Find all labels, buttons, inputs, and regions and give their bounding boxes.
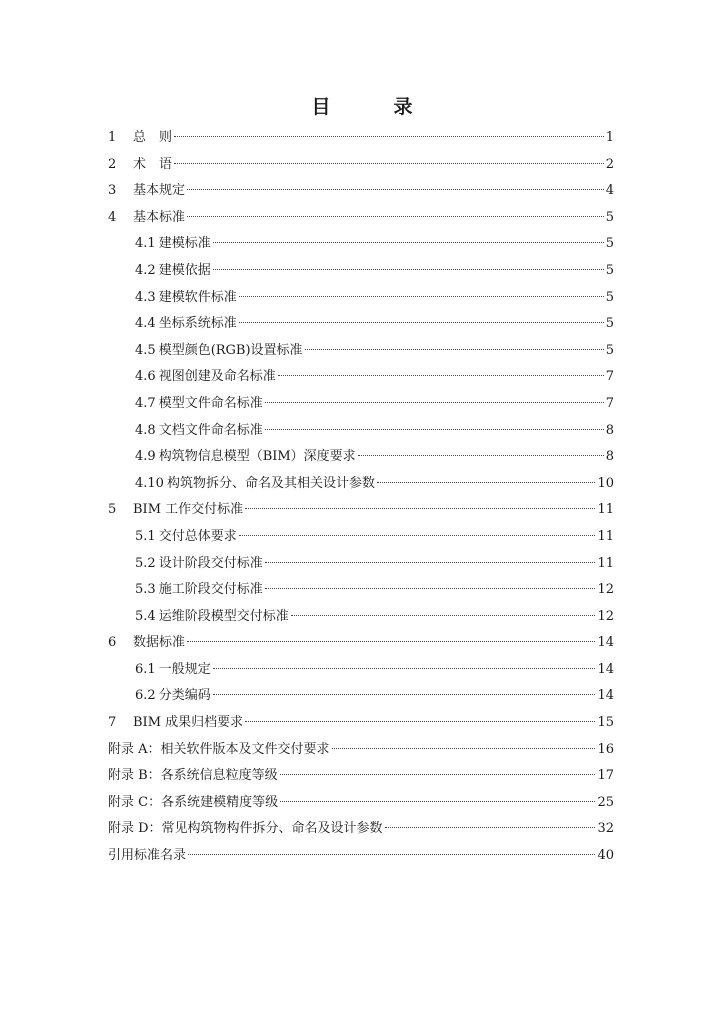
toc-entry-number: 5	[108, 502, 117, 518]
toc-entry-label: 附录 D：常见构筑物构件拆分、命名及设计参数	[108, 821, 383, 837]
toc-entry[interactable]	[108, 364, 614, 391]
toc-entry-page-number: 12	[597, 582, 614, 598]
toc-entry-number: 5.2	[135, 555, 156, 571]
toc-entry-number: 4.4	[135, 316, 156, 332]
toc-entry[interactable]	[108, 391, 614, 418]
toc-entry-page-number: 16	[597, 741, 614, 757]
toc-entry-page-number: 5	[605, 236, 614, 252]
toc-entry[interactable]	[108, 710, 614, 737]
toc-entry-number: 4.8	[135, 422, 156, 438]
toc-entry-label: 附录 C：各系统建模精度等级	[108, 794, 279, 810]
toc-entry-page-number: 1	[605, 130, 614, 145]
toc-entry-label: 交付总体要求	[158, 528, 237, 544]
toc-entry[interactable]	[108, 843, 614, 870]
toc-entry-label: 文档文件命名标准	[158, 422, 263, 438]
toc-entry-page-number: 8	[605, 449, 614, 465]
toc-dot-leader	[213, 269, 604, 270]
toc-dot-leader	[213, 694, 596, 695]
toc-entry-page-number: 10	[597, 475, 614, 491]
toc-entry-number: 6.1	[135, 661, 156, 677]
toc-entry-page-number: 8	[605, 422, 614, 438]
toc-entry-label: 构筑物拆分、命名及其相关设计参数	[166, 475, 375, 491]
toc-entry-page-number: 12	[597, 608, 614, 624]
toc-entry-label: 建模软件标准	[158, 289, 237, 305]
toc-entry-number: 4	[108, 209, 117, 225]
toc-entry-label: 总 则	[133, 130, 173, 145]
toc-entry-label: 基本标准	[133, 209, 186, 225]
toc-entry-number: 6.2	[135, 688, 156, 704]
toc-dot-leader	[187, 189, 604, 190]
toc-entry-number: 5.1	[135, 528, 156, 544]
toc-entry-number: 4.9	[135, 449, 156, 465]
toc-dot-leader	[305, 349, 604, 350]
toc-entry[interactable]	[108, 205, 614, 232]
toc-entry[interactable]	[108, 657, 614, 684]
toc-entry-page-number: 5	[605, 209, 614, 225]
toc-entry-label: 分类编码	[158, 688, 211, 704]
toc-entry-number: 4.7	[135, 395, 156, 411]
toc-dot-leader	[174, 136, 604, 137]
toc-entry-number: 3	[108, 183, 117, 199]
toc-entry-number: 5.4	[135, 608, 156, 624]
toc-entry-page-number: 11	[597, 528, 614, 544]
toc-entry[interactable]	[108, 178, 614, 205]
toc-entry-page-number: 32	[597, 821, 614, 837]
toc-entry-label: 设计阶段交付标准	[158, 555, 263, 571]
toc-entry[interactable]	[108, 551, 614, 578]
toc-entry-label: 视图创建及命名标准	[158, 369, 276, 385]
toc-entry-number: 6	[108, 635, 117, 651]
toc-entry-label: 引用标准名录	[108, 848, 187, 864]
toc-entry-label: 模型文件命名标准	[158, 395, 263, 411]
toc-entry-label: 模型颜色(RGB)设置标准	[158, 342, 303, 358]
toc-dot-leader	[265, 429, 604, 430]
toc-dot-leader	[187, 641, 595, 642]
toc-entry[interactable]	[108, 497, 614, 524]
toc-entry[interactable]	[108, 577, 614, 604]
toc-dot-leader	[358, 455, 604, 456]
toc-dot-leader	[280, 801, 595, 802]
toc-entry[interactable]	[108, 763, 614, 790]
toc-entry-page-number: 7	[605, 369, 614, 385]
toc-dot-leader	[188, 854, 595, 855]
toc-dot-leader	[265, 588, 596, 589]
toc-dot-leader	[239, 535, 596, 536]
toc-entry[interactable]	[108, 258, 614, 285]
toc-entry-number: 4.3	[135, 289, 156, 305]
toc-entry-page-number: 14	[597, 688, 614, 704]
toc-dot-leader	[174, 163, 604, 164]
toc-title: 目 录	[311, 96, 435, 118]
toc-dot-leader	[245, 721, 595, 722]
toc-entry[interactable]	[108, 125, 614, 152]
toc-entry[interactable]	[108, 311, 614, 338]
toc-entry[interactable]	[108, 444, 614, 471]
toc-dot-leader	[239, 296, 604, 297]
toc-entry-page-number: 5	[605, 316, 614, 332]
toc-dot-leader	[213, 242, 604, 243]
toc-dot-leader	[245, 508, 595, 509]
toc-entry-label: 一般规定	[158, 661, 211, 677]
toc-entry[interactable]	[108, 737, 614, 764]
toc-entry-page-number: 11	[597, 502, 614, 518]
toc-dot-leader	[291, 615, 596, 616]
toc-entry[interactable]	[108, 790, 614, 817]
toc-entry-label: 施工阶段交付标准	[158, 582, 263, 598]
toc-entry-label: BIM 成果归档要求	[133, 715, 244, 731]
toc-entry[interactable]	[108, 604, 614, 631]
toc-entry-number: 7	[108, 715, 117, 731]
toc-entry-label: 术 语	[133, 156, 173, 172]
toc-entry-number: 4.6	[135, 369, 156, 385]
toc-entry-page-number: 25	[597, 794, 614, 810]
toc-entry-page-number: 5	[605, 262, 614, 278]
toc-dot-leader	[332, 748, 596, 749]
toc-dot-leader	[265, 402, 604, 403]
toc-entry-number: 4.2	[135, 262, 156, 278]
toc-entry-page-number: 5	[605, 342, 614, 358]
toc-dot-leader	[265, 562, 596, 563]
toc-entry-page-number: 5	[605, 289, 614, 305]
toc-entry[interactable]	[108, 231, 614, 258]
toc-entry-page-number: 11	[597, 555, 614, 571]
toc-dot-leader	[385, 827, 596, 828]
toc-entry-page-number: 14	[597, 635, 614, 651]
toc-entry-number: 4.5	[135, 342, 156, 358]
toc-entry[interactable]	[108, 152, 614, 179]
toc-dot-leader	[239, 322, 604, 323]
toc-entry-label: 建模依据	[158, 262, 211, 278]
toc-entry-page-number: 17	[597, 768, 614, 784]
toc-entry-number: 4.1	[135, 236, 156, 252]
toc-entry[interactable]	[108, 524, 614, 551]
toc-dot-leader	[280, 774, 596, 775]
toc-entry-page-number: 4	[605, 183, 614, 199]
toc-entry-number: 4.10	[135, 475, 164, 491]
toc-entry-label: 建模标准	[158, 236, 211, 252]
toc-entry[interactable]	[108, 683, 614, 710]
toc-dot-leader	[213, 668, 596, 669]
toc-entry-page-number: 7	[605, 395, 614, 411]
toc-entry[interactable]	[108, 471, 614, 498]
toc-dot-leader	[187, 216, 604, 217]
toc-entry-label: 附录 A：相关软件版本及文件交付要求	[108, 741, 330, 757]
toc-entry-page-number: 14	[597, 661, 614, 677]
toc-entry[interactable]	[108, 338, 614, 365]
toc-entry-label: 坐标系统标准	[158, 316, 237, 332]
toc-entry-label: 运维阶段模型交付标准	[158, 608, 289, 624]
toc-entry-label: 数据标准	[133, 635, 186, 651]
toc-entry-page-number: 2	[605, 156, 614, 172]
toc-entry-page-number: 40	[597, 848, 614, 864]
toc-entry-label: 附录 B：各系统信息粒度等级	[108, 768, 278, 784]
toc-entry-number: 2	[108, 156, 117, 172]
toc-entry-label: 基本规定	[133, 183, 186, 199]
toc-dot-leader	[278, 375, 604, 376]
toc-dot-leader	[377, 482, 595, 483]
table-of-contents	[108, 125, 614, 870]
toc-entry-label: BIM 工作交付标准	[133, 502, 244, 518]
toc-entry[interactable]	[108, 630, 614, 657]
toc-entry-label: 构筑物信息模型（BIM）深度要求	[158, 449, 356, 465]
toc-entry[interactable]	[108, 418, 614, 445]
toc-entry-number: 5.3	[135, 582, 156, 598]
toc-entry[interactable]	[108, 285, 614, 312]
toc-entry-number: 1	[108, 130, 117, 145]
toc-entry-page-number: 15	[597, 715, 614, 731]
toc-entry[interactable]	[108, 816, 614, 843]
